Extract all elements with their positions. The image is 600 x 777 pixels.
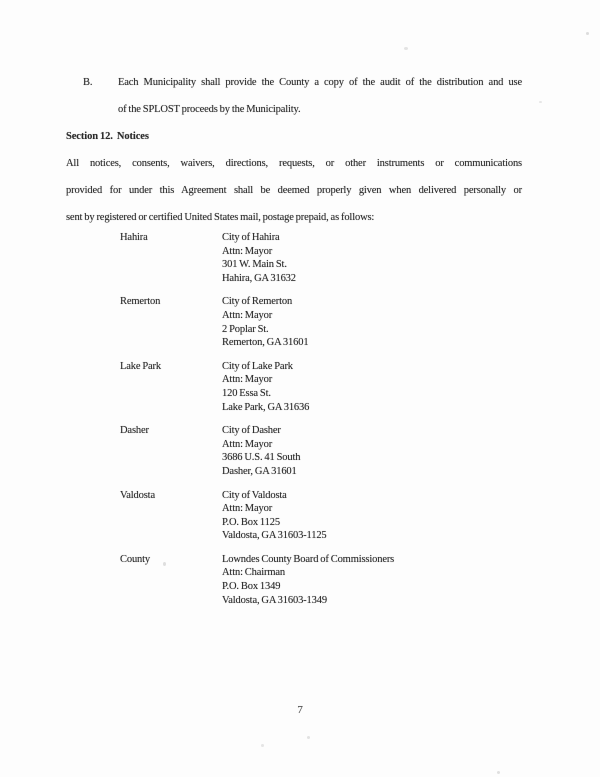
- notice-entry-label: Lake Park: [120, 360, 162, 372]
- clause-b-text: [118, 69, 522, 123]
- scan-speck: [539, 101, 542, 103]
- address-line: City of Hahira: [222, 232, 280, 243]
- address-line: Attn: Mayor: [222, 438, 273, 450]
- scan-speck: [261, 744, 264, 747]
- address-line: P.O. Box 1125: [222, 516, 280, 528]
- notices-paragraph: [66, 150, 522, 231]
- address-line: Attn: Mayor: [222, 245, 273, 257]
- address-line: City of Dasher: [222, 425, 281, 437]
- notice-entry-label: Hahira: [120, 232, 148, 243]
- notice-entry-label: Valdosta: [120, 489, 155, 501]
- notice-entry: [120, 489, 394, 543]
- address-line: City of Remerton: [222, 296, 293, 308]
- address-line: Attn: Mayor: [222, 309, 273, 321]
- notice-entry: [120, 553, 394, 607]
- text-line: sent by registered or certified United States mail, postage prepaid, as follows:: [66, 212, 375, 223]
- address-line: Hahira, GA 31632: [222, 272, 296, 284]
- scan-speck: [586, 32, 589, 35]
- notice-entry-address: [222, 553, 394, 607]
- notice-entry-address: [222, 360, 309, 414]
- scan-speck: [163, 562, 166, 566]
- text-line: All notices, consents, waivers, directions, requests, or other instruments or communications: [66, 158, 522, 169]
- text-line: Each Municipality shall provide the County a copy of the audit of the distribution and use: [118, 77, 522, 88]
- notice-entry-label: Remerton: [120, 296, 161, 308]
- scan-speck: [404, 47, 408, 50]
- notice-entry-address: [222, 231, 296, 285]
- clause-b: [83, 69, 522, 123]
- address-line: Remerton, GA 31601: [222, 337, 309, 349]
- notice-entry-address: [222, 489, 327, 543]
- notice-entry: [120, 295, 394, 349]
- notice-entry: [120, 231, 394, 285]
- clause-b-label: B.: [83, 77, 93, 88]
- page-number: 7: [297, 704, 303, 716]
- address-line: Dasher, GA 31601: [222, 465, 297, 477]
- address-line: P.O. Box 1349: [222, 581, 281, 593]
- notice-entry: [120, 424, 394, 478]
- address-line: Attn: Chairman: [222, 567, 286, 579]
- address-line: Lake Park, GA 31636: [222, 401, 310, 413]
- address-line: Lowndes County Board of Commissioners: [222, 553, 395, 565]
- address-line: Attn: Mayor: [222, 503, 273, 515]
- notice-entry-address: [222, 424, 300, 478]
- address-line: Valdosta, GA 31603-1349: [222, 594, 327, 606]
- section-12-heading: Section 12. Notices: [66, 131, 149, 142]
- address-line: City of Lake Park: [222, 360, 293, 372]
- address-line: Valdosta, GA 31603-1125: [222, 530, 327, 542]
- scan-speck: [307, 736, 310, 739]
- text-line: provided for under this Agreement shall be deemed properly given when delivered personally or: [66, 185, 522, 196]
- scan-speck: [497, 771, 500, 774]
- address-line: 3686 U.S. 41 South: [222, 452, 301, 464]
- address-line: 301 W. Main St.: [222, 259, 287, 271]
- address-line: City of Valdosta: [222, 489, 287, 501]
- text-line: of the SPLOST proceeds by the Municipality.: [118, 104, 301, 115]
- address-line: 2 Poplar St.: [222, 323, 269, 335]
- notice-entry-address: [222, 295, 308, 349]
- address-line: Attn: Mayor: [222, 374, 273, 386]
- notice-entry: [120, 360, 394, 414]
- address-line: 120 Essa St.: [222, 387, 271, 399]
- notice-entry-label: County: [120, 553, 151, 565]
- notice-entry-label: Dasher: [120, 425, 149, 437]
- notices-list: [120, 231, 394, 617]
